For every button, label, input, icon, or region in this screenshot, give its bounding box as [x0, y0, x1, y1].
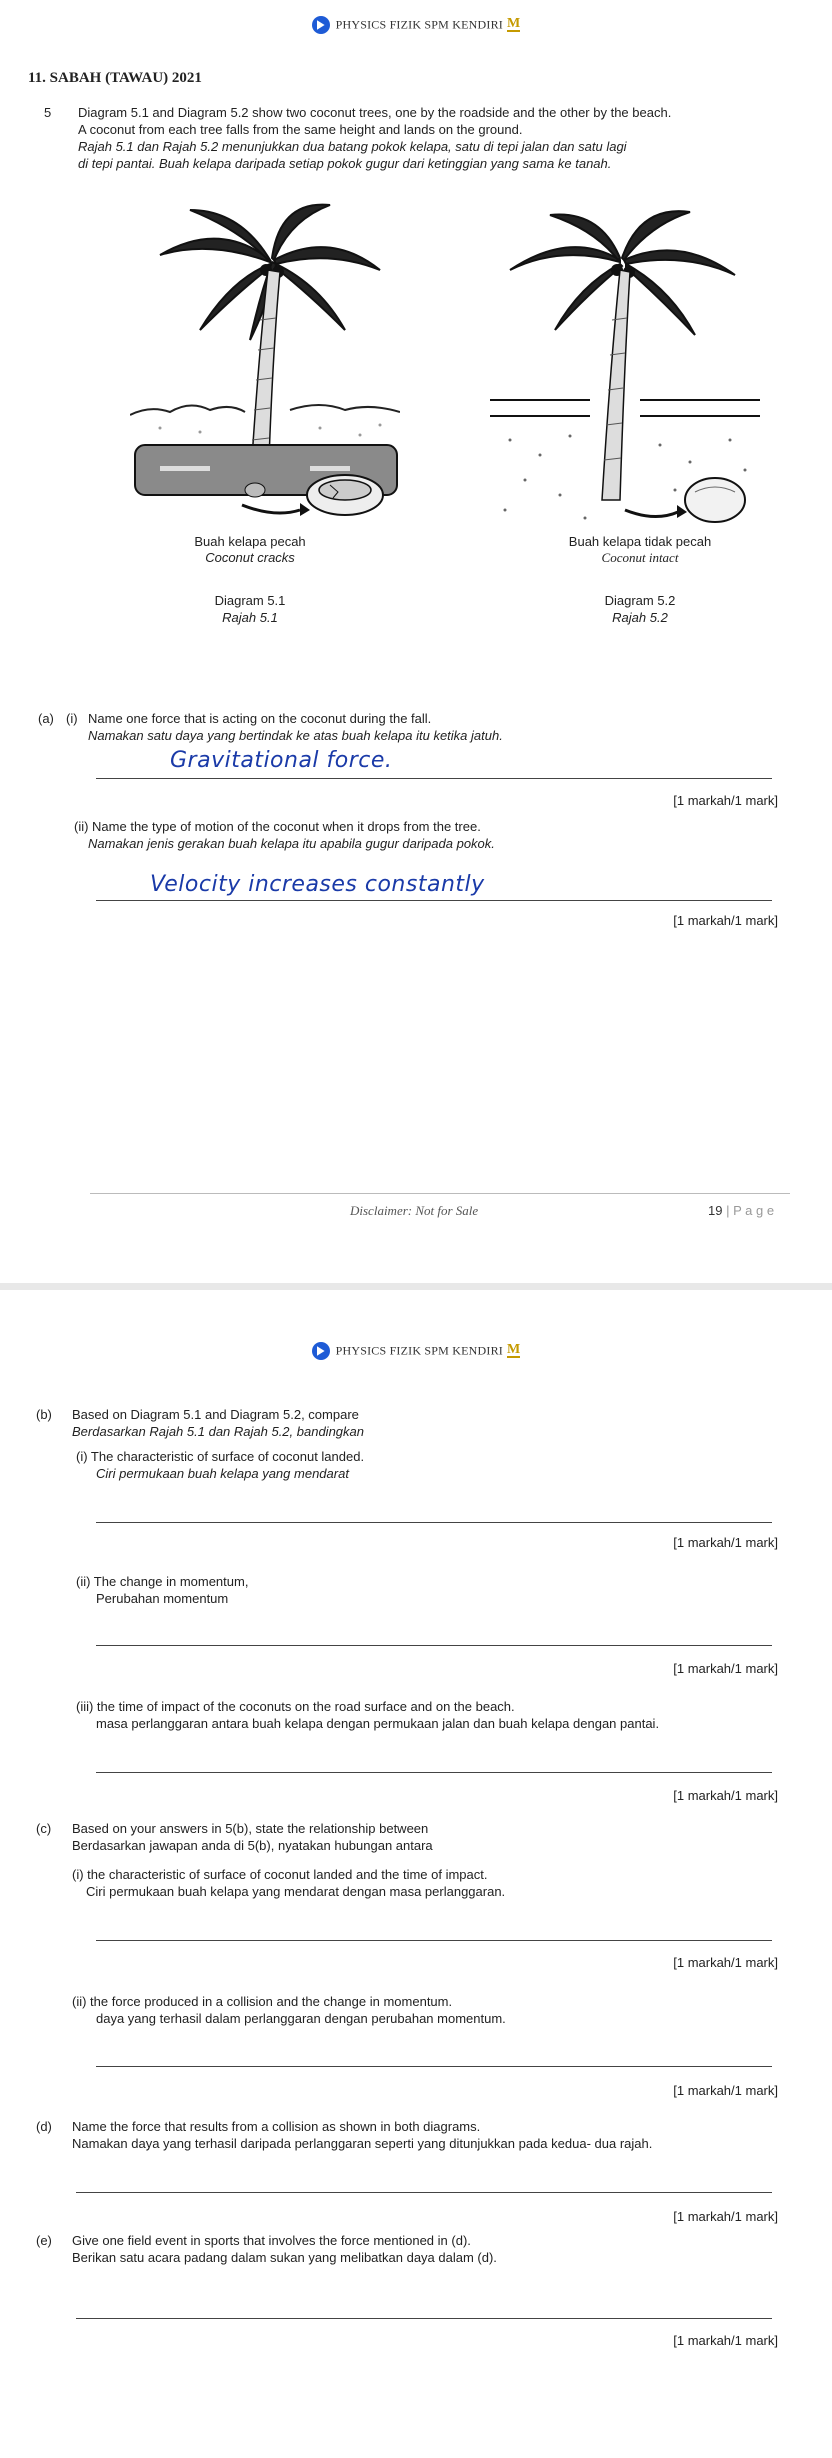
- part-e-label: (e): [36, 2233, 52, 2248]
- page-header: [0, 16, 832, 34]
- part-c-i-answer-line: [96, 1940, 772, 1941]
- footer-disclaimer: Disclaimer: Not for Sale: [350, 1203, 479, 1218]
- part-b-intro-en: Based on Diagram 5.1 and Diagram 5.2, compare: [72, 1407, 359, 1422]
- header-text-2: PHYSICS FIZIK SPM KENDIRI: [335, 1343, 503, 1358]
- part-b-intro-my: Berdasarkan Rajah 5.1 dan Rajah 5.2, bandingkan: [72, 1424, 364, 1439]
- part-b-i-mark: [1 markah/1 mark]: [673, 1535, 778, 1550]
- part-c-ii-question-en: (ii) the force produced in a collision and the change in momentum.: [72, 1994, 453, 2009]
- question-intro-my-2: di tepi pantai. Buah kelapa daripada setiap pokok gugur dari ketinggian yang sama ke tanah.: [78, 156, 612, 171]
- part-c-ii-question-my: daya yang terhasil dalam perlanggaran dengan perubahan momentum.: [96, 2011, 506, 2026]
- diagram-5-2: [490, 200, 760, 530]
- part-a-i-label: (i): [66, 711, 78, 726]
- diagram-5-1-caption-my: Rajah 5.1: [222, 610, 278, 625]
- part-b-ii-question-en: (ii) The change in momentum,: [76, 1574, 249, 1589]
- part-a-ii-question-my: Namakan jenis gerakan buah kelapa itu apabila gugur daripada pokok.: [88, 836, 495, 851]
- part-d-question-my: Namakan daya yang terhasil daripada perlanggaran seperti yang ditunjukkan pada kedua- dua rajah.: [72, 2136, 653, 2151]
- part-c-ii-mark: [1 markah/1 mark]: [673, 2083, 778, 2098]
- diagram-5-1-label-en: Coconut cracks: [205, 550, 295, 565]
- footer-divider: [90, 1193, 790, 1194]
- m-logo-icon: M: [506, 1342, 521, 1357]
- part-c-i-mark: [1 markah/1 mark]: [673, 1955, 778, 1970]
- part-c-i-question-my: Ciri permukaan buah kelapa yang mendarat dengan masa perlanggaran.: [86, 1884, 506, 1899]
- diagram-5-1: [130, 200, 400, 530]
- diagram-5-1-label-my: Buah kelapa pecah: [194, 534, 306, 549]
- roadside-coconut-tree-illustration: [130, 200, 400, 530]
- part-a-i-answer-line: [96, 778, 772, 779]
- part-a-label: (a): [38, 711, 54, 726]
- beach-coconut-tree-illustration: [490, 200, 760, 530]
- part-e-question-my: Berikan satu acara padang dalam sukan yang melibatkan daya dalam (d).: [72, 2250, 497, 2265]
- part-d-label: (d): [36, 2119, 52, 2134]
- diagram-5-2-label-en: Coconut intact: [601, 550, 679, 565]
- page-2: [0, 1290, 832, 2458]
- part-c-intro-en: Based on your answers in 5(b), state the relationship between: [72, 1821, 429, 1836]
- question-number: 5: [44, 105, 52, 120]
- play-logo-icon: [312, 1342, 330, 1360]
- part-c-ii-answer-line: [96, 2066, 772, 2067]
- part-a-i-mark: [1 markah/1 mark]: [673, 793, 778, 808]
- part-a-ii-answer-line: [96, 900, 772, 901]
- footer-page-number: 19 | P a g e: [708, 1203, 775, 1218]
- diagram-5-1-caption: Diagram 5.1: [214, 593, 286, 608]
- question-intro-en-2: A coconut from each tree falls from the same height and lands on the ground.: [78, 122, 523, 137]
- m-logo-icon: M: [506, 16, 521, 31]
- part-b-ii-question-my: Perubahan momentum: [96, 1591, 229, 1606]
- header-text: PHYSICS FIZIK SPM KENDIRI: [335, 17, 503, 32]
- part-e-mark: [1 markah/1 mark]: [673, 2333, 778, 2348]
- part-c-intro-my: Berdasarkan jawapan anda di 5(b), nyatakan hubungan antara: [72, 1838, 433, 1853]
- page-header-2: [0, 1342, 832, 1360]
- diagram-5-2-caption: Diagram 5.2: [604, 593, 676, 608]
- section-title: 11. SABAH (TAWAU) 2021: [28, 70, 202, 86]
- page-separator: [0, 1283, 832, 1290]
- part-b-ii-mark: [1 markah/1 mark]: [673, 1661, 778, 1676]
- diagram-5-2-label-my: Buah kelapa tidak pecah: [568, 534, 712, 549]
- part-c-i-question-en: (i) the characteristic of surface of coconut landed and the time of impact.: [72, 1867, 488, 1882]
- part-b-iii-answer-line: [96, 1772, 772, 1773]
- part-a-i-question-en: Name one force that is acting on the coconut during the fall.: [88, 711, 432, 726]
- part-b-i-answer-line: [96, 1522, 772, 1523]
- part-b-i-question-en: (i) The characteristic of surface of coconut landed.: [76, 1449, 365, 1464]
- part-b-iii-question-my: masa perlanggaran antara buah kelapa dengan permukaan jalan dan buah kelapa dengan pantai.: [96, 1716, 660, 1731]
- part-b-label: (b): [36, 1407, 52, 1422]
- part-a-ii-handwritten-answer: Velocity increases constantly: [150, 872, 485, 897]
- part-d-mark: [1 markah/1 mark]: [673, 2209, 778, 2224]
- part-a-i-handwritten-answer: Gravitational force.: [170, 748, 393, 773]
- part-a-ii-mark: [1 markah/1 mark]: [673, 913, 778, 928]
- question-intro-my: Rajah 5.1 dan Rajah 5.2 menunjukkan dua batang pokok kelapa, satu di tepi jalan dan satu lagi: [78, 139, 627, 154]
- part-e-answer-line: [76, 2318, 772, 2319]
- page-word: P a g e: [733, 1203, 775, 1218]
- part-b-iii-question-en: (iii) the time of impact of the coconuts on the road surface and on the beach.: [76, 1699, 515, 1714]
- part-b-i-question-my: Ciri permukaan buah kelapa yang mendarat: [96, 1466, 349, 1481]
- part-b-ii-answer-line: [96, 1645, 772, 1646]
- part-d-question-en: Name the force that results from a collision as shown in both diagrams.: [72, 2119, 481, 2134]
- part-a-i-question-my: Namakan satu daya yang bertindak ke atas buah kelapa itu ketika jatuh.: [88, 728, 503, 743]
- question-intro-en: Diagram 5.1 and Diagram 5.2 show two coconut trees, one by the roadside and the other by the beach.: [78, 105, 672, 120]
- part-c-label: (c): [36, 1821, 52, 1836]
- diagram-5-2-caption-my: Rajah 5.2: [612, 610, 668, 625]
- play-logo-icon: [312, 16, 330, 34]
- part-a-ii-question-en: (ii) Name the type of motion of the coconut when it drops from the tree.: [74, 819, 481, 834]
- part-e-question-en: Give one field event in sports that involves the force mentioned in (d).: [72, 2233, 471, 2248]
- part-b-iii-mark: [1 markah/1 mark]: [673, 1788, 778, 1803]
- part-d-answer-line: [76, 2192, 772, 2193]
- page-number: 19: [708, 1203, 723, 1218]
